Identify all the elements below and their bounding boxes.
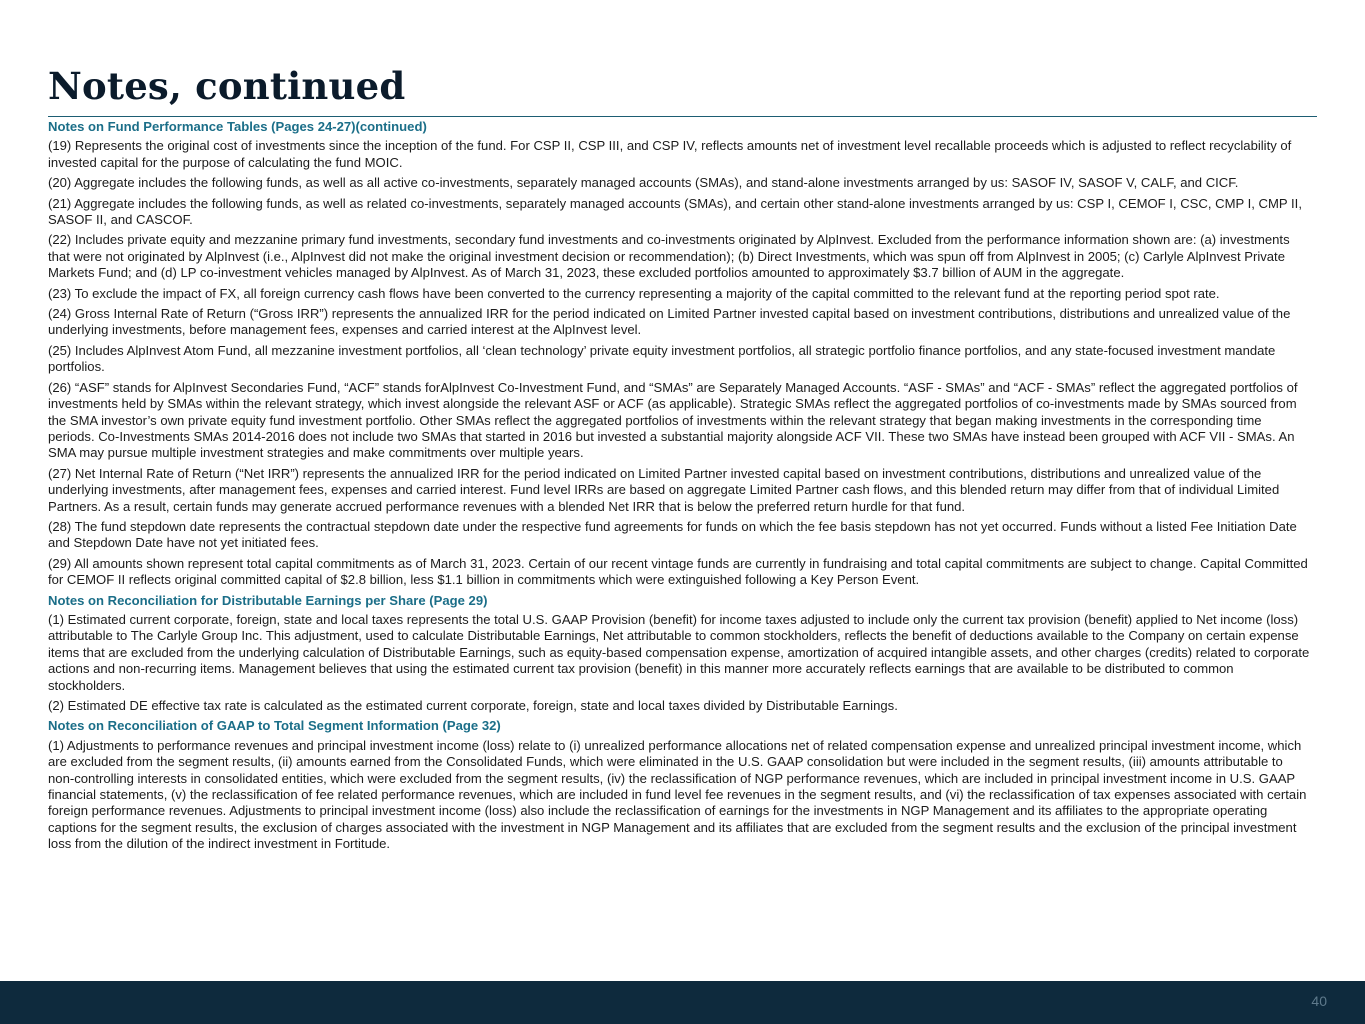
note-23: (23) To exclude the impact of FX, all foreign currency cash flows have been converted to the currency representing a majority of the capital committed to the relevant fund at the reporting period spot rate.	[48, 285, 1220, 301]
note-29: (29) All amounts shown represent total capital commitments as of March 31, 2023. Certain of our recent vintage funds are currently in fundraising and total capital commitments are subject to change. Capital Committed for CEMOF II reflects original committed capital of $2.8 billion, less $1.1 billion in commitments which were extinguished following a Key Person Event.	[48, 555, 1308, 588]
note-22: (22) Includes private equity and mezzanine primary fund investments, secondary fund investments and co-investments originated by AlpInvest. Excluded from the performance information shown are: (a) investments that were not originated by AlpInvest (i.e., AlpInvest did not make the original investment decision or recommendation); (b) Direct Investments, which was spun off from AlpInvest in 2005; (c) Carlyle AlpInvest Private Markets Fund; and (d) LP co-investment vehicles managed by AlpInvest. As of March 31, 2023, these excluded portfolios amounted to approximately $3.7 billion of AUM in the aggregate.	[48, 232, 1290, 281]
section-heading-distributable-earnings: Notes on Reconciliation for Distributable Earnings per Share (Page 29)	[48, 592, 488, 608]
note-de-1: (1) Estimated current corporate, foreign, state and local taxes represents the total U.S. GAAP Provision (benefit) for income taxes adjusted to include only the current tax provision (benefit) applied to Net income (loss) attributable to The Carlyle Group Inc. This adjustment, used to calculate Distributable Earnings, Net attributable to common stockholders, reflects the benefit of deductions available to the Company on certain expense items that are excluded from the underlying calculation of Distributable Earnings, such as equity-based compensation expense, amortization of acquired intangible assets, and other charges (credits) related to corporate actions and non-recurring items. Management believes that using the estimated current tax provision (benefit) in this manner more accurately reflects earnings that are available to be distributed to common stockholders.	[48, 611, 1310, 693]
note-20: (20) Aggregate includes the following funds, as well as all active co-investments, separately managed accounts (SMAs), and stand-alone investments arranged by us: SASOF IV, SASOF V, CALF, and CICF.	[48, 175, 1239, 191]
note-26: (26) “ASF” stands for AlpInvest Secondaries Fund, “ACF” stands forAlpInvest Co-Investment Fund, and “SMAs” are Separately Managed Accounts. “ASF - SMAs” and “ACF - SMAs” reflect the aggregated portfolios of investments held by SMAs within the relevant strategy, which invest alongside the relevant ASF or ACF (as applicable). Strategic SMAs reflect the aggregated portfolios of co-investments made by SMAs sourced from the SMA investor’s own private equity fund investment portfolio. Other SMAs reflect the aggregated portfolios of investments within the relevant strategy that began making investments in the corresponding time periods. Co-Investments SMAs 2014-2016 does not include two SMAs that started in 2016 but invested a substantial majority alongside ACF VII. These two SMAs have instead been grouped with ACF VII - SMAs. An SMA may pursue multiple investment strategies and make commitments over multiple years.	[48, 379, 1298, 461]
note-27: (27) Net Internal Rate of Return (“Net IRR”) represents the annualized IRR for the period indicated on Limited Partner invested capital based on investment contributions, distributions and unrealized value of the underlying investments, after management fees, expenses and carried interest. Fund level IRRs are based on aggregate Limited Partner cash flows, and this blended return may differ from that of individual Limited Partners. As a result, certain funds may generate accrued performance revenues with a blended Net IRR that is below the preferred return hurdle for that fund.	[48, 465, 1280, 514]
page-title: Notes, continued	[48, 64, 406, 108]
note-24: (24) Gross Internal Rate of Return (“Gross IRR”) represents the annualized IRR for the period indicated on Limited Partner invested capital based on investment contributions, distributions and unrealized value of the underlying investments, before management fees, expenses and carried interest at the AlpInvest level.	[48, 306, 1291, 338]
footer-bar	[0, 981, 1365, 1024]
notes-content	[48, 117, 1310, 857]
page-number: 40	[1311, 993, 1327, 1009]
section-heading-fund-performance: Notes on Fund Performance Tables (Pages 24-27)(continued)	[48, 119, 427, 134]
note-25: (25) Includes AlpInvest Atom Fund, all mezzanine investment portfolios, all ‘clean technology’ private equity investment portfolios, all strategic portfolio finance portfolios, and any state-focused investment mandate portfolios.	[48, 342, 1276, 375]
note-seg-1: (1) Adjustments to performance revenues and principal investment income (loss) relate to (i) unrealized performance allocations net of related compensation expense and unrealized principal investment income, which are excluded from the segment results, (ii) amounts earned from the Consolidated Funds, which were eliminated in the U.S. GAAP consolidation but were included in the segment results, (iii) amounts attributable to non-controlling interests in consolidated entities, which were excluded from the segment results, (iv) the reclassification of NGP performance revenues, which are included in principal investment income in U.S. GAAP financial statements, (v) the reclassification of fee related performance revenues, which are included in fund level fee revenues in the segment results, and (vi) the reclassification of tax expenses associated with certain foreign performance revenues. Adjustments to principal investment income (loss) also include the reclassification of earnings for the investments in NGP Management and its affiliates to the appropriate operating captions for the segment results, the exclusion of charges associated with the investment in NGP Management and its affiliates that are excluded from the segment results and the exclusion of the principal investment loss from the dilution of the indirect investment in Fortitude.	[48, 737, 1307, 852]
note-28: (28) The fund stepdown date represents the contractual stepdown date under the respective fund agreements for funds on which the fee basis stepdown has not yet occurred. Funds without a listed Fee Initiation Date and Stepdown Date have not yet initiated fees.	[48, 518, 1297, 551]
section-heading-segment-information: Notes on Reconciliation of GAAP to Total Segment Information (Page 32)	[48, 718, 501, 734]
note-de-2: (2) Estimated DE effective tax rate is calculated as the estimated current corporate, foreign, state and local taxes divided by Distributable Earnings.	[48, 698, 898, 713]
note-19: (19) Represents the original cost of investments since the inception of the fund. For CSP II, CSP III, and CSP IV, reflects amounts net of investment level recallable proceeds which is adjusted to reflect recyclability of invested capital for the purpose of calculating the fund MOIC.	[48, 138, 1292, 170]
note-21: (21) Aggregate includes the following funds, as well as related co-investments, separately managed accounts (SMAs), and certain other stand-alone investments arranged by us: CSP I, CEMOF I, CSC, CMP I, CMP II, SASOF II, and CASCOF.	[48, 195, 1302, 228]
